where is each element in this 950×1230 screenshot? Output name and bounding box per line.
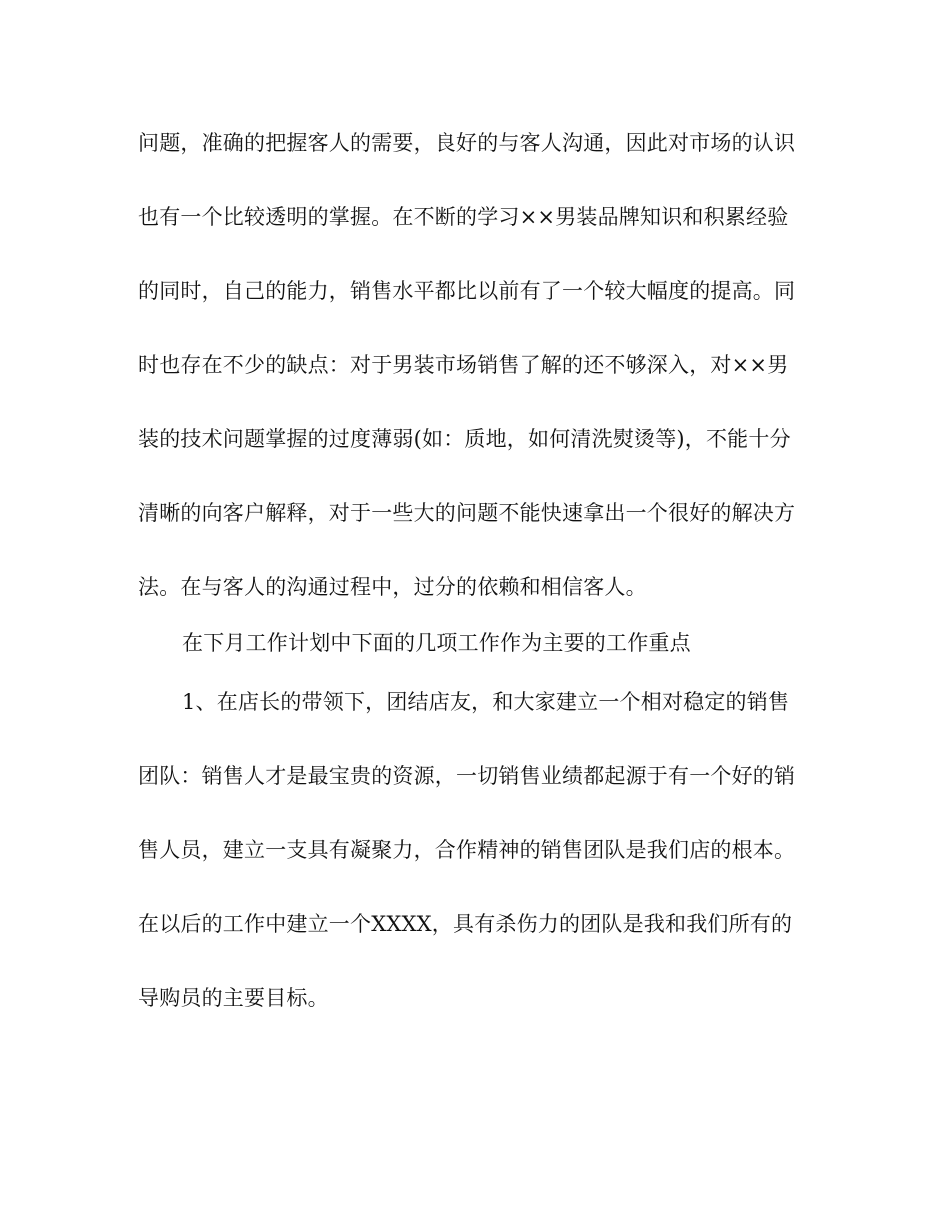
text-line: 售人员，建立一支具有凝聚力，合作精神的销售团队是我们店的根本。 <box>138 838 796 862</box>
text-line: 也有一个比较透明的掌握。在不断的学习××男装品牌知识和积累经验 <box>138 205 789 229</box>
text-line: 装的技术问题掌握的过度薄弱(如：质地，如何清洗熨烫等)，不能十分 <box>138 427 791 451</box>
text-line: 团队：销售人才是最宝贵的资源，一切销售业绩都起源于有一个好的销 <box>138 764 796 788</box>
text-line: 在下月工作计划中下面的几项工作作为主要的工作重点 <box>182 631 691 655</box>
text-line: 清晰的向客户解释，对于一些大的问题不能快速拿出一个很好的解决方 <box>138 501 796 525</box>
text-line: 时也存在不少的缺点：对于男装市场销售了解的还不够深入，对××男 <box>138 353 789 377</box>
text-line: 问题，准确的把握客人的需要，良好的与客人沟通，因此对市场的认识 <box>138 131 796 155</box>
text-line: 1、在店长的带领下，团结店友，和大家建立一个相对稳定的销售 <box>182 690 790 714</box>
text-line: 在以后的工作中建立一个XXXX，具有杀伤力的团队是我和我们所有的 <box>138 912 793 936</box>
text-line: 导购员的主要目标。 <box>138 986 329 1010</box>
text-line: 的同时，自己的能力，销售水平都比以前有了一个较大幅度的提高。同 <box>138 279 796 303</box>
text-line: 法。在与客人的沟通过程中，过分的依赖和相信客人。 <box>138 575 647 599</box>
